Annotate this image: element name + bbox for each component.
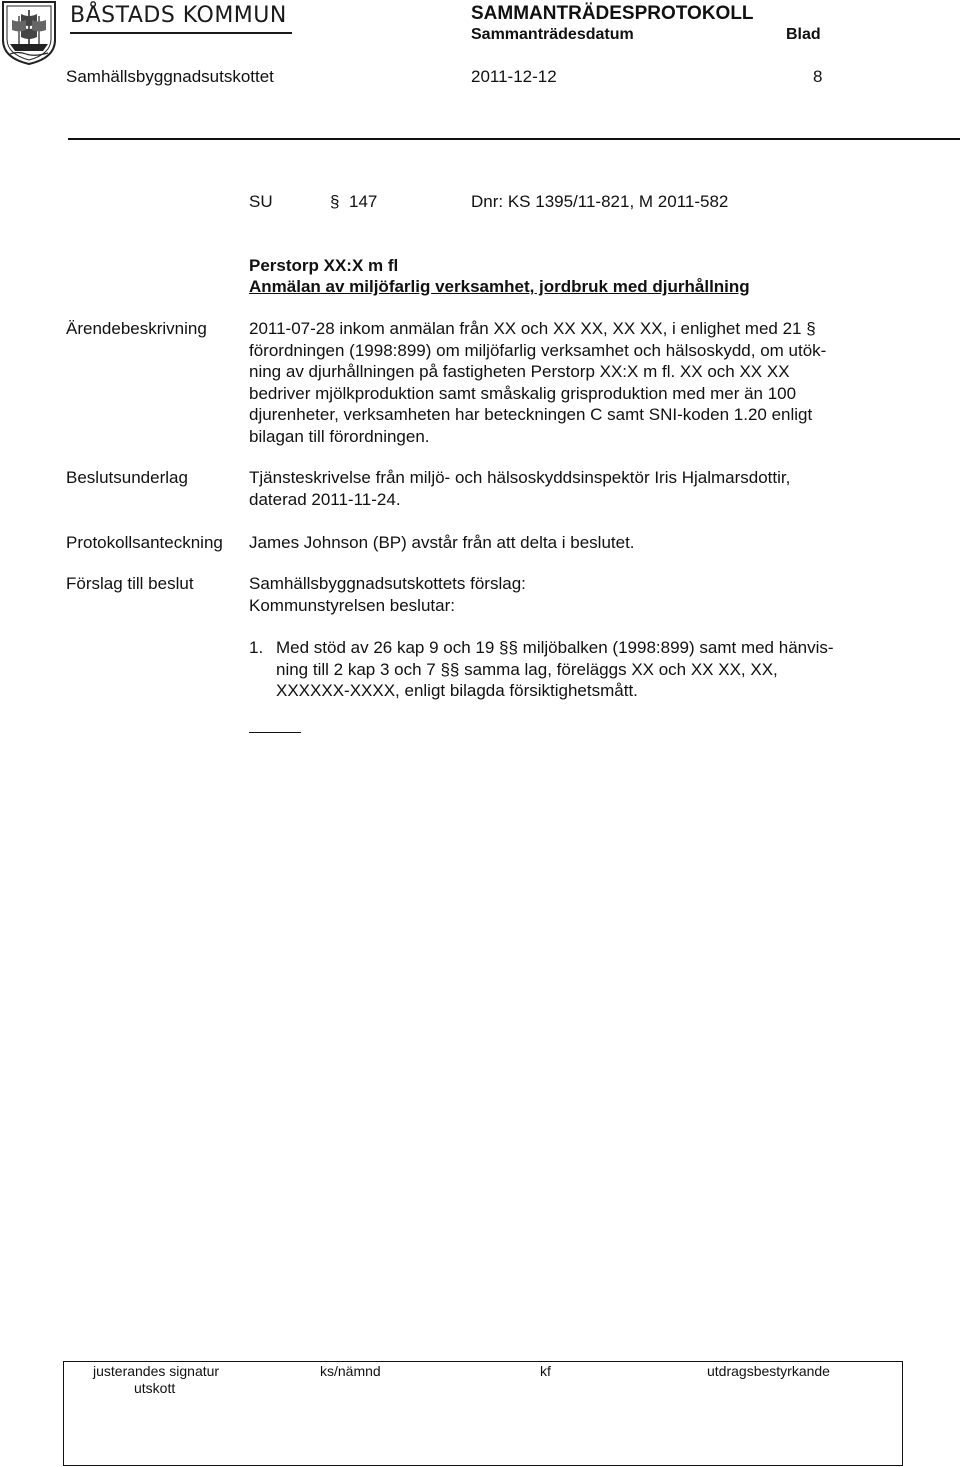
section-body-minutes-note [249,532,635,554]
page-label: Blad [786,26,821,43]
text-line: djurenheter, verksamheten har beteckningen C samt SNI-koden 1.20 enligt [249,405,813,424]
section-label-basis: Beslutsunderlag [66,468,188,487]
item-prefix: SU [249,192,273,211]
text-line: ning till 2 kap 3 och 7 §§ samma lag, föreläggs XX och XX XX, XX, [276,659,778,679]
text-line: bedriver mjölkproduktion samt småskalig grisproduktion med mer än 100 [249,383,797,403]
text-line: 2011-07-28 inkom anmälan från XX och XX XX, XX XX, i enlighet med 21 § [249,319,816,338]
text-line: Tjänsteskrivelse från miljö- och hälsoskyddsinspektör Iris Hjalmarsdottir, [249,468,791,487]
list-marker: 1. [249,638,264,657]
logo-underline [70,32,292,34]
section-body-description [249,318,826,447]
municipal-seal-icon [0,0,58,66]
document-type: SAMMANTRÄDESPROTOKOLL [471,3,754,24]
signature-sub-label: utskott [134,1380,176,1396]
section-label-description: Ärendebeskrivning [66,319,207,338]
item-subtitle: Anmälan av miljöfarlig verksamhet, jordbruk med djurhållning [249,277,750,296]
text-line: förordningen (1998:899) om miljöfarlig verksamhet och hälsoskydd, om utök- [249,340,827,360]
ks-label: ks/nämnd [320,1363,381,1379]
text-line: James Johnson (BP) avstår från att delta i beslutet. [249,533,635,552]
meeting-date: 2011-12-12 [471,67,557,86]
text-line: Med stöd av 26 kap 9 och 19 §§ miljöbalken (1998:899) samt med hänvis- [276,638,834,657]
section-sign: § [330,192,340,211]
text-line: Samhällsbyggnadsutskottets förslag: [249,574,526,593]
text-line: XXXXXX-XXXX, enligt bilagda försiktighetsmått. [276,681,638,700]
text-line: Kommunstyrelsen beslutar: [249,595,455,615]
section-body-proposal [249,573,526,616]
section-label-minutes-note: Protokollsanteckning [66,533,223,552]
diary-number: Dnr: KS 1395/11-821, M 2011-582 [471,192,729,211]
page-number: 8 [813,67,823,86]
text-line: ning av djurhållningen på fastigheten Perstorp XX:X m fl. XX och XX XX [249,362,790,381]
list-item [276,637,834,702]
text-line: daterad 2011-11-24. [249,489,401,509]
kf-label: kf [540,1363,551,1379]
committee-name: Samhällsbyggnadsutskottet [66,67,274,86]
header-divider [68,138,960,140]
meeting-date-label: Sammanträdesdatum [471,26,634,43]
item-title: Perstorp XX:X m fl [249,256,399,275]
item-number: 147 [349,192,378,211]
section-body-basis [249,467,790,510]
text-line: bilagan till förordningen. [249,426,430,446]
end-rule [249,732,301,733]
section-label-proposal: Förslag till beslut [66,574,194,593]
municipality-name: BÅSTADS KOMMUN [70,3,287,28]
signature-label: justerandes signatur [93,1363,220,1379]
extract-certification-label: utdragsbestyrkande [707,1363,830,1379]
